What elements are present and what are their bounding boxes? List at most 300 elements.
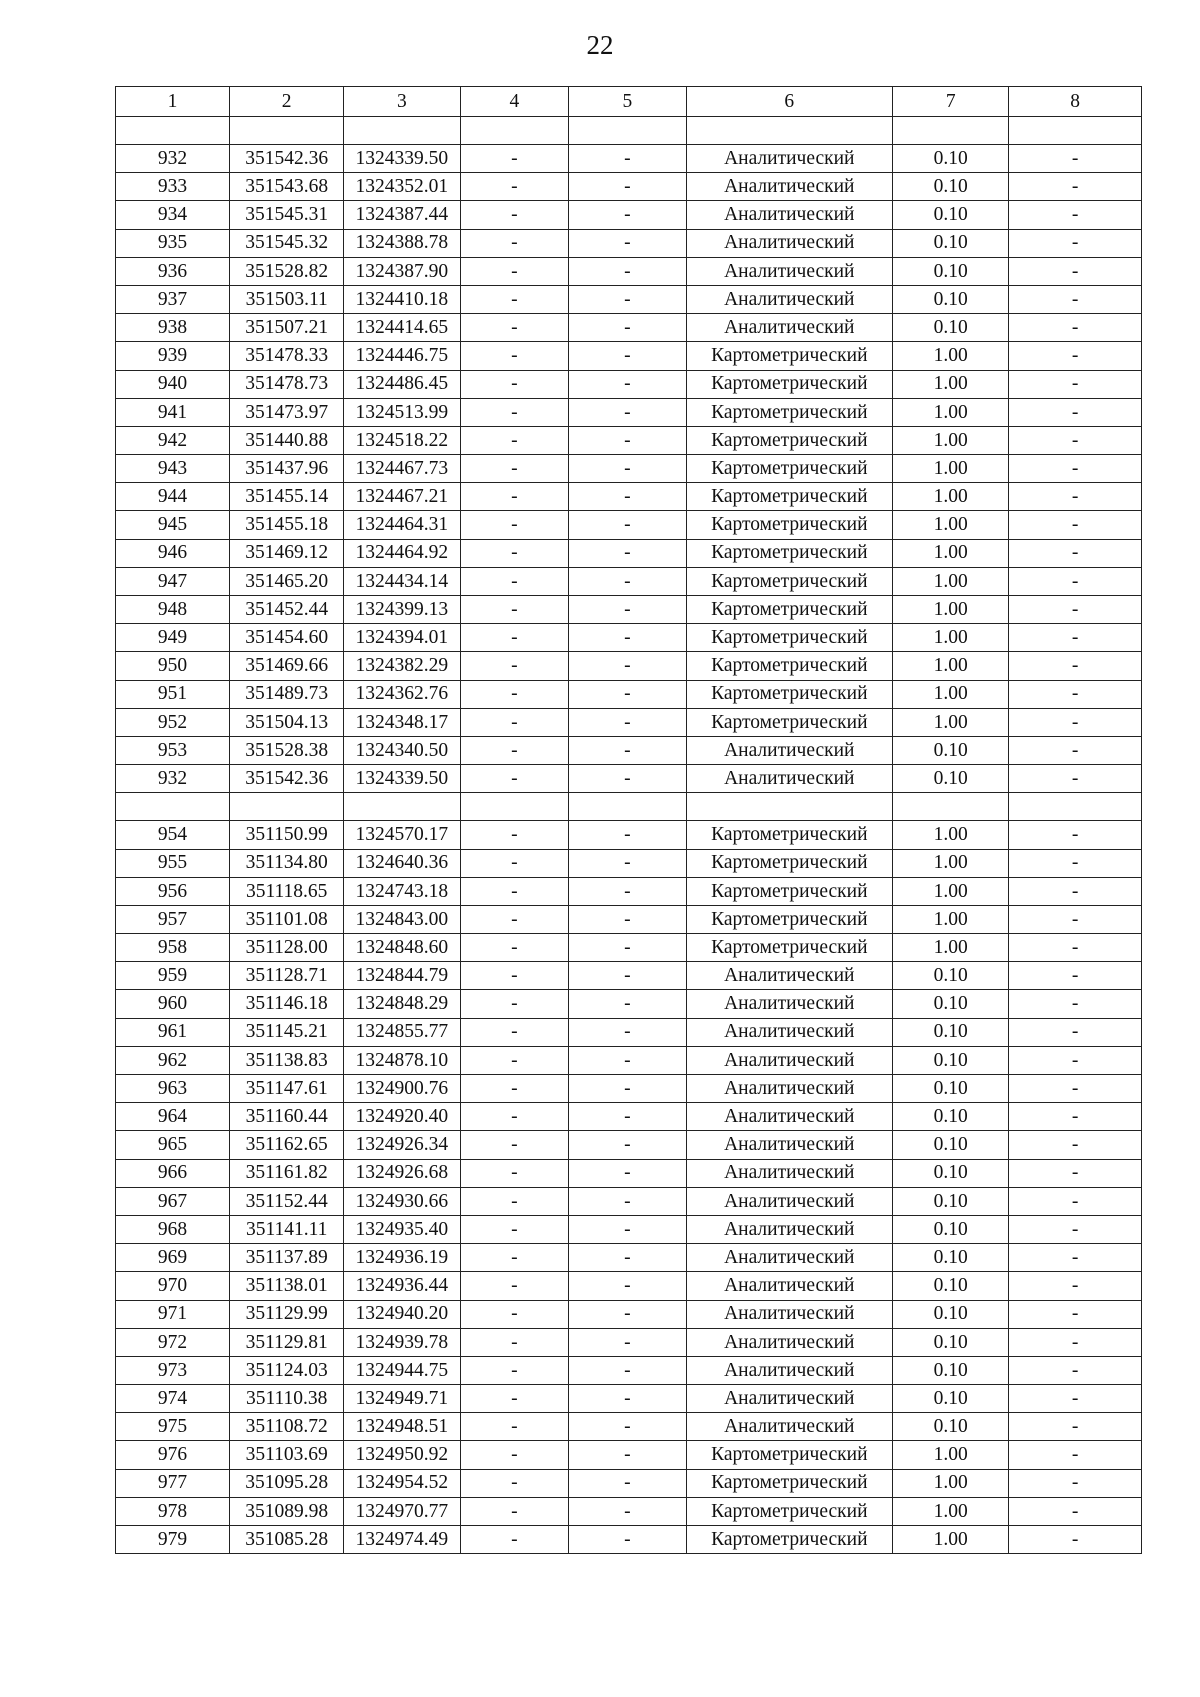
table-row [116,483,1142,511]
table-row [116,1356,1142,1384]
empty-cell [1009,117,1142,145]
x-coordinate-cell: 351161.82 [230,1159,344,1187]
x-coordinate-cell: 351129.99 [230,1300,344,1328]
column-5-cell: - [569,370,686,398]
column-5-cell: - [569,990,686,1018]
column-5-cell: - [569,342,686,370]
column-header: 6 [686,87,893,117]
accuracy-cell: 1.00 [893,342,1009,370]
column-4-cell: - [460,1441,569,1469]
method-cell: Аналитический [686,257,893,285]
table-row [116,539,1142,567]
column-5-cell: - [569,567,686,595]
point-number-cell: 975 [116,1413,230,1441]
y-coordinate-cell: 1324518.22 [344,426,460,454]
table-row [116,1018,1142,1046]
accuracy-cell: 0.10 [893,962,1009,990]
column-5-cell: - [569,736,686,764]
column-5-cell: - [569,511,686,539]
x-coordinate-cell: 351542.36 [230,765,344,793]
section-separator-row [116,793,1142,821]
empty-cell [686,117,893,145]
column-8-cell: - [1009,1413,1142,1441]
empty-cell [230,793,344,821]
column-8-cell: - [1009,934,1142,962]
method-cell: Картометрический [686,567,893,595]
table-row [116,990,1142,1018]
accuracy-cell: 0.10 [893,285,1009,313]
table-row [116,765,1142,793]
x-coordinate-cell: 351129.81 [230,1328,344,1356]
column-4-cell: - [460,708,569,736]
y-coordinate-cell: 1324352.01 [344,173,460,201]
accuracy-cell: 1.00 [893,905,1009,933]
column-4-cell: - [460,1272,569,1300]
column-4-cell: - [460,1413,569,1441]
point-number-cell: 939 [116,342,230,370]
method-cell: Аналитический [686,285,893,313]
empty-cell [893,117,1009,145]
column-4-cell: - [460,821,569,849]
y-coordinate-cell: 1324878.10 [344,1046,460,1074]
column-4-cell: - [460,1356,569,1384]
point-number-cell: 949 [116,624,230,652]
column-header: 8 [1009,87,1142,117]
table-row [116,257,1142,285]
column-4-cell: - [460,483,569,511]
x-coordinate-cell: 351160.44 [230,1103,344,1131]
method-cell: Аналитический [686,1046,893,1074]
y-coordinate-cell: 1324410.18 [344,285,460,313]
column-5-cell: - [569,1103,686,1131]
column-8-cell: - [1009,1187,1142,1215]
point-number-cell: 933 [116,173,230,201]
point-number-cell: 932 [116,145,230,173]
table-row [116,1300,1142,1328]
column-8-cell: - [1009,1103,1142,1131]
column-5-cell: - [569,314,686,342]
column-4-cell: - [460,1159,569,1187]
point-number-cell: 956 [116,877,230,905]
accuracy-cell: 1.00 [893,539,1009,567]
point-number-cell: 969 [116,1244,230,1272]
column-4-cell: - [460,1103,569,1131]
column-4-cell: - [460,1244,569,1272]
point-number-cell: 966 [116,1159,230,1187]
table-body [116,117,1142,1554]
y-coordinate-cell: 1324394.01 [344,624,460,652]
x-coordinate-cell: 351110.38 [230,1385,344,1413]
table-row [116,314,1142,342]
accuracy-cell: 1.00 [893,877,1009,905]
x-coordinate-cell: 351469.66 [230,652,344,680]
point-number-cell: 967 [116,1187,230,1215]
method-cell: Аналитический [686,1356,893,1384]
column-5-cell: - [569,905,686,933]
method-cell: Картометрический [686,905,893,933]
column-5-cell: - [569,765,686,793]
column-5-cell: - [569,652,686,680]
accuracy-cell: 1.00 [893,708,1009,736]
column-5-cell: - [569,1328,686,1356]
column-5-cell: - [569,708,686,736]
column-4-cell: - [460,990,569,1018]
accuracy-cell: 1.00 [893,652,1009,680]
column-8-cell: - [1009,257,1142,285]
column-4-cell: - [460,511,569,539]
column-8-cell: - [1009,1215,1142,1243]
point-number-cell: 962 [116,1046,230,1074]
column-8-cell: - [1009,201,1142,229]
column-5-cell: - [569,849,686,877]
accuracy-cell: 1.00 [893,483,1009,511]
x-coordinate-cell: 351150.99 [230,821,344,849]
accuracy-cell: 0.10 [893,990,1009,1018]
y-coordinate-cell: 1324936.44 [344,1272,460,1300]
empty-cell [893,793,1009,821]
column-5-cell: - [569,1497,686,1525]
method-cell: Аналитический [686,1385,893,1413]
x-coordinate-cell: 351118.65 [230,877,344,905]
column-8-cell: - [1009,596,1142,624]
point-number-cell: 946 [116,539,230,567]
y-coordinate-cell: 1324936.19 [344,1244,460,1272]
column-8-cell: - [1009,1441,1142,1469]
point-number-cell: 961 [116,1018,230,1046]
column-5-cell: - [569,1075,686,1103]
table-row [116,426,1142,454]
column-4-cell: - [460,539,569,567]
x-coordinate-cell: 351469.12 [230,539,344,567]
table-row [116,934,1142,962]
column-header: 1 [116,87,230,117]
accuracy-cell: 1.00 [893,821,1009,849]
x-coordinate-cell: 351138.83 [230,1046,344,1074]
table-row [116,342,1142,370]
x-coordinate-cell: 351095.28 [230,1469,344,1497]
accuracy-cell: 0.10 [893,1215,1009,1243]
column-5-cell: - [569,398,686,426]
column-5-cell: - [569,1018,686,1046]
x-coordinate-cell: 351128.71 [230,962,344,990]
y-coordinate-cell: 1324467.21 [344,483,460,511]
accuracy-cell: 1.00 [893,370,1009,398]
x-coordinate-cell: 351452.44 [230,596,344,624]
method-cell: Аналитический [686,765,893,793]
column-8-cell: - [1009,877,1142,905]
point-number-cell: 977 [116,1469,230,1497]
y-coordinate-cell: 1324348.17 [344,708,460,736]
method-cell: Картометрический [686,539,893,567]
accuracy-cell: 0.10 [893,1385,1009,1413]
point-number-cell: 941 [116,398,230,426]
x-coordinate-cell: 351137.89 [230,1244,344,1272]
y-coordinate-cell: 1324513.99 [344,398,460,426]
method-cell: Картометрический [686,1497,893,1525]
column-4-cell: - [460,1328,569,1356]
y-coordinate-cell: 1324464.31 [344,511,460,539]
point-number-cell: 935 [116,229,230,257]
x-coordinate-cell: 351089.98 [230,1497,344,1525]
y-coordinate-cell: 1324844.79 [344,962,460,990]
accuracy-cell: 0.10 [893,1272,1009,1300]
column-4-cell: - [460,285,569,313]
accuracy-cell: 0.10 [893,229,1009,257]
table-row [116,229,1142,257]
point-number-cell: 957 [116,905,230,933]
y-coordinate-cell: 1324486.45 [344,370,460,398]
x-coordinate-cell: 351545.31 [230,201,344,229]
accuracy-cell: 1.00 [893,567,1009,595]
x-coordinate-cell: 351528.38 [230,736,344,764]
accuracy-cell: 0.10 [893,1244,1009,1272]
column-8-cell: - [1009,426,1142,454]
empty-cell [116,117,230,145]
method-cell: Аналитический [686,1075,893,1103]
method-cell: Аналитический [686,173,893,201]
point-number-cell: 965 [116,1131,230,1159]
method-cell: Картометрический [686,821,893,849]
method-cell: Аналитический [686,1272,893,1300]
point-number-cell: 954 [116,821,230,849]
column-4-cell: - [460,962,569,990]
y-coordinate-cell: 1324464.92 [344,539,460,567]
table-row [116,821,1142,849]
accuracy-cell: 1.00 [893,1497,1009,1525]
column-4-cell: - [460,1187,569,1215]
column-5-cell: - [569,257,686,285]
method-cell: Аналитический [686,1131,893,1159]
method-cell: Картометрический [686,426,893,454]
method-cell: Аналитический [686,736,893,764]
column-4-cell: - [460,736,569,764]
x-coordinate-cell: 351147.61 [230,1075,344,1103]
column-8-cell: - [1009,398,1142,426]
y-coordinate-cell: 1324414.65 [344,314,460,342]
table-row [116,1159,1142,1187]
column-4-cell: - [460,765,569,793]
x-coordinate-cell: 351455.14 [230,483,344,511]
table-row [116,201,1142,229]
column-8-cell: - [1009,624,1142,652]
table-row [116,1385,1142,1413]
y-coordinate-cell: 1324388.78 [344,229,460,257]
accuracy-cell: 0.10 [893,173,1009,201]
x-coordinate-cell: 351103.69 [230,1441,344,1469]
point-number-cell: 959 [116,962,230,990]
column-5-cell: - [569,680,686,708]
column-5-cell: - [569,962,686,990]
column-5-cell: - [569,285,686,313]
empty-cell [116,793,230,821]
accuracy-cell: 0.10 [893,1187,1009,1215]
point-number-cell: 940 [116,370,230,398]
method-cell: Картометрический [686,652,893,680]
column-8-cell: - [1009,1300,1142,1328]
table-row [116,1328,1142,1356]
column-8-cell: - [1009,1469,1142,1497]
method-cell: Картометрический [686,877,893,905]
x-coordinate-cell: 351455.18 [230,511,344,539]
y-coordinate-cell: 1324339.50 [344,765,460,793]
table-row [116,511,1142,539]
point-number-cell: 963 [116,1075,230,1103]
method-cell: Картометрический [686,680,893,708]
column-8-cell: - [1009,905,1142,933]
column-4-cell: - [460,1215,569,1243]
empty-cell [460,117,569,145]
accuracy-cell: 0.10 [893,257,1009,285]
accuracy-cell: 0.10 [893,1103,1009,1131]
table-row [116,1075,1142,1103]
x-coordinate-cell: 351545.32 [230,229,344,257]
y-coordinate-cell: 1324970.77 [344,1497,460,1525]
method-cell: Картометрический [686,483,893,511]
table-row [116,652,1142,680]
column-header: 7 [893,87,1009,117]
column-4-cell: - [460,398,569,426]
y-coordinate-cell: 1324940.20 [344,1300,460,1328]
y-coordinate-cell: 1324340.50 [344,736,460,764]
x-coordinate-cell: 351507.21 [230,314,344,342]
x-coordinate-cell: 351542.36 [230,145,344,173]
table-row [116,173,1142,201]
x-coordinate-cell: 351528.82 [230,257,344,285]
x-coordinate-cell: 351108.72 [230,1413,344,1441]
empty-cell [230,117,344,145]
empty-cell [569,793,686,821]
column-5-cell: - [569,1469,686,1497]
point-number-cell: 973 [116,1356,230,1384]
empty-cell [344,793,460,821]
table-row [116,1187,1142,1215]
column-5-cell: - [569,1159,686,1187]
x-coordinate-cell: 351543.68 [230,173,344,201]
table-row [116,877,1142,905]
column-8-cell: - [1009,1526,1142,1554]
table-row [116,285,1142,313]
column-8-cell: - [1009,1046,1142,1074]
column-5-cell: - [569,426,686,454]
method-cell: Картометрический [686,370,893,398]
column-8-cell: - [1009,455,1142,483]
table-row [116,736,1142,764]
table-row [116,1215,1142,1243]
accuracy-cell: 0.10 [893,201,1009,229]
column-8-cell: - [1009,1244,1142,1272]
y-coordinate-cell: 1324387.44 [344,201,460,229]
column-5-cell: - [569,1131,686,1159]
x-coordinate-cell: 351440.88 [230,426,344,454]
empty-cell [1009,793,1142,821]
x-coordinate-cell: 351162.65 [230,1131,344,1159]
point-number-cell: 936 [116,257,230,285]
x-coordinate-cell: 351124.03 [230,1356,344,1384]
point-number-cell: 953 [116,736,230,764]
y-coordinate-cell: 1324900.76 [344,1075,460,1103]
accuracy-cell: 0.10 [893,1159,1009,1187]
accuracy-cell: 0.10 [893,1018,1009,1046]
column-4-cell: - [460,1300,569,1328]
table-row [116,708,1142,736]
table-row [116,1441,1142,1469]
column-5-cell: - [569,596,686,624]
y-coordinate-cell: 1324948.51 [344,1413,460,1441]
x-coordinate-cell: 351146.18 [230,990,344,1018]
y-coordinate-cell: 1324467.73 [344,455,460,483]
column-4-cell: - [460,680,569,708]
method-cell: Картометрический [686,398,893,426]
column-4-cell: - [460,1018,569,1046]
point-number-cell: 950 [116,652,230,680]
column-5-cell: - [569,483,686,511]
point-number-cell: 947 [116,567,230,595]
column-8-cell: - [1009,511,1142,539]
table-row [116,1103,1142,1131]
point-number-cell: 944 [116,483,230,511]
point-number-cell: 943 [116,455,230,483]
accuracy-cell: 1.00 [893,596,1009,624]
x-coordinate-cell: 351101.08 [230,905,344,933]
column-5-cell: - [569,1272,686,1300]
accuracy-cell: 0.10 [893,736,1009,764]
method-cell: Аналитический [686,1300,893,1328]
column-8-cell: - [1009,1385,1142,1413]
x-coordinate-cell: 351473.97 [230,398,344,426]
method-cell: Аналитический [686,1018,893,1046]
method-cell: Картометрический [686,455,893,483]
method-cell: Картометрический [686,934,893,962]
table-row [116,849,1142,877]
column-4-cell: - [460,314,569,342]
column-8-cell: - [1009,708,1142,736]
y-coordinate-cell: 1324926.68 [344,1159,460,1187]
point-number-cell: 960 [116,990,230,1018]
point-number-cell: 932 [116,765,230,793]
point-number-cell: 952 [116,708,230,736]
column-4-cell: - [460,1526,569,1554]
column-8-cell: - [1009,229,1142,257]
column-4-cell: - [460,1131,569,1159]
method-cell: Картометрический [686,1526,893,1554]
table-row [116,370,1142,398]
table-row [116,1413,1142,1441]
column-8-cell: - [1009,483,1142,511]
accuracy-cell: 1.00 [893,511,1009,539]
x-coordinate-cell: 351085.28 [230,1526,344,1554]
method-cell: Аналитический [686,145,893,173]
column-4-cell: - [460,342,569,370]
y-coordinate-cell: 1324974.49 [344,1526,460,1554]
column-8-cell: - [1009,1075,1142,1103]
column-5-cell: - [569,145,686,173]
table-row [116,1046,1142,1074]
table-row [116,1272,1142,1300]
point-number-cell: 934 [116,201,230,229]
x-coordinate-cell: 351128.00 [230,934,344,962]
y-coordinate-cell: 1324570.17 [344,821,460,849]
column-8-cell: - [1009,1131,1142,1159]
table-row [116,567,1142,595]
column-header: 4 [460,87,569,117]
column-8-cell: - [1009,849,1142,877]
y-coordinate-cell: 1324382.29 [344,652,460,680]
column-8-cell: - [1009,680,1142,708]
column-header: 2 [230,87,344,117]
y-coordinate-cell: 1324434.14 [344,567,460,595]
column-5-cell: - [569,1356,686,1384]
method-cell: Аналитический [686,229,893,257]
